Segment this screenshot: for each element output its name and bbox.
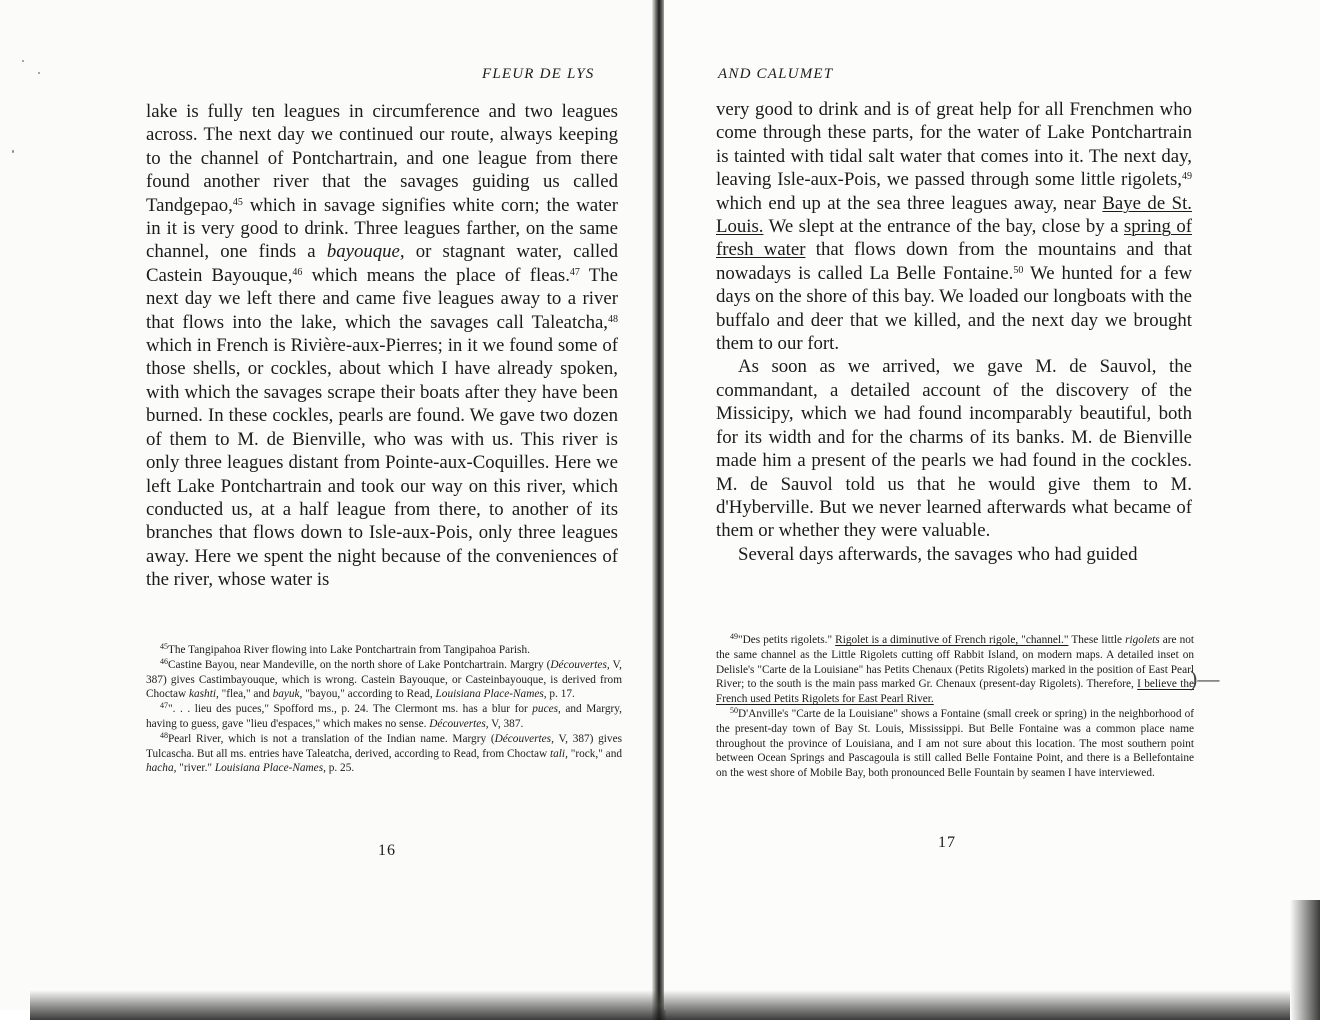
handwritten-underline: Rigolet is a diminutive of French rigole, "channel." bbox=[835, 634, 1069, 646]
footnote: $^{46}$Castine Bayou, near Mandeville, on the north shore of Lake Pontchartrain. Margry (Découvertes, V, 387) gives Castimbayouque, which is wrong. Castein Bayouque, or Casteinbayouque, is derived from Choctaw kashti, "flea," and bayuk, "bayou," according to Read, Louisiana Place-Names, p. 17. bbox=[146, 656, 622, 701]
footnote: $^{50}$D'Anville's "Carte de la Louisiane" shows a Fontaine (small creek or spring) in the neighborhood of the present-day town of Bay St. Louis, Mississippi. But Belle Fontaine was a common place name throughout the province of Louisiana, and I am not sure about this location. The most southern point between Ocean Springs and Pascagoula is still called Belle Fontaine Point, and there is a Bellefontaine on the west shore of Mobile Bay, both pronounced Belle Fountain by seamen I have interviewed. bbox=[716, 705, 1194, 780]
right-paragraph-2: As soon as we arrived, we gave M. de Sauvol, the commandant, a detailed account of the discovery of the Missicipy, which we had found incomparably beautiful, both for its width and for the charms of its banks. M. de Bienville made him a present of the pearls we had found in the cockles. M. de Sauvol told us that he would give them to M. d'Hyberville. But we never learned afterwards what became of them or whether they were valuable. bbox=[716, 356, 1192, 542]
handwritten-bracket-mark: )— bbox=[1190, 666, 1220, 691]
left-page bbox=[0, 0, 654, 1010]
footnote: $^{49}$"Des petits rigolets." Rigolet is a diminutive of French rigole, "channel." These little rigolets are not the same channel as the Little Rigolets cutting off Rabbit Island, on modern maps. A detailed inset on Delisle's "Carte de la Louisiane" has Petits Chenaux (Petits Rigolets) marked in the position of East Pearl River; to the south is the main pass marked Gr. Chenaux (present-day Rigolets). Therefore, I believe the French used Petits Rigolets for East Pearl River. bbox=[716, 632, 1194, 706]
footnote: $^{47}$". . . lieu des puces," Spofford ms., p. 24. The Clermont ms. has a blur for puces, and Margry, having to guess, gave "lieu d'espaces," which makes no sense. Découvertes, V, 387. bbox=[146, 701, 622, 730]
right-page bbox=[664, 0, 1320, 1010]
footnote-ref: 46 bbox=[292, 266, 303, 278]
footnote: $^{48}$Pearl River, which is not a translation of the Indian name. Margry (Découvertes, V, 387) gives Tulcascha. But all ms. entries have Taleatcha, derived, according to Read, from Choctaw tali, "rock," and hacha, "river." Louisiana Place-Names, p. 25. bbox=[146, 730, 622, 775]
page-edge-shadow bbox=[30, 990, 1290, 1020]
handwritten-underline: spring of fresh water bbox=[716, 216, 1192, 261]
left-paragraph: lake is fully ten leagues in circumference and two leagues across. The next day we continued our route, always keeping to the channel of Pontchartrain, and one league from there found another river that the savages guiding us called Tandgepao,$^{45}$ which in savage signifies white corn; the water in it is very good to drink. Three leagues farther, on the same channel, one finds a bayouque, or stagnant water, called Castein Bayouque,$^{46}$ which means the place of fleas.$^{47}$ The next day we left there and came five leagues away to a river that flows into the lake, which the savages call Taleatcha,$^{48}$ which in French is Rivière-aux-Pierres; in it we found some of those shells, or cockles, about which I have already spoken, with which the savages scrape their boats after they have been burned. In these cockles, pearls are found. We gave two dozen of them to M. de Bienville, who was with us. This river is only three leagues distant from Pointe-aux-Coquilles. Here we left Lake Pontchartrain and took our way on this river, which conducted us, at a half league from there, to another of its branches that flows down to Isle-aux-Pois, only three leagues away. Here we spent the night because of the conveniences of the river, whose water is bbox=[146, 101, 618, 591]
footnote-ref: 45 bbox=[232, 196, 243, 208]
left-footnotes bbox=[146, 643, 622, 776]
footnote-ref: 49 bbox=[1182, 171, 1192, 183]
footnote-ref: 50 bbox=[1013, 264, 1024, 276]
right-paragraph-1: very good to drink and is of great help for all Frenchmen who come through these parts, for the water of Lake Pontchartrain is tainted with tidal salt water that comes into it. The next day, leaving Isle-aux-Pois, we passed through some little rigolets,$^{49}$ which end up at the sea three leagues away, near Baye de St. Louis. We slept at the entrance of the bay, close by a spring of fresh water that flows down from the mountains and that nowadays is called La Belle Fontaine.$^{50}$ We hunted for a few days on the shore of this bay. We loaded our longboats with the buffalo and deer that we killed, and the next day we brought them to our fort. bbox=[716, 99, 1193, 355]
page-curl-shadow bbox=[1290, 900, 1320, 1020]
footnote: $^{45}$The Tangipahoa River flowing into Lake Pontchartrain from Tangipahoa Parish. bbox=[160, 642, 530, 656]
page-number-right: 17 bbox=[938, 834, 956, 851]
right-paragraph-3: Several days afterwards, the savages who had guided bbox=[738, 543, 1138, 565]
footnote-ref: 47 bbox=[569, 266, 580, 278]
right-body-text bbox=[716, 98, 1192, 566]
handwritten-underline: Baye de St. Louis. bbox=[716, 192, 1192, 238]
right-footnotes bbox=[716, 633, 1194, 781]
left-body-text bbox=[146, 100, 618, 592]
running-head-right: AND CALUMET bbox=[718, 66, 834, 82]
handwritten-underline: I believe the French used Petits Rigolets for East Pearl River. bbox=[716, 678, 1194, 706]
page-number-left: 16 bbox=[378, 842, 396, 859]
running-head-left: FLEUR DE LYS bbox=[482, 66, 595, 82]
footnote-ref: 48 bbox=[608, 313, 618, 325]
